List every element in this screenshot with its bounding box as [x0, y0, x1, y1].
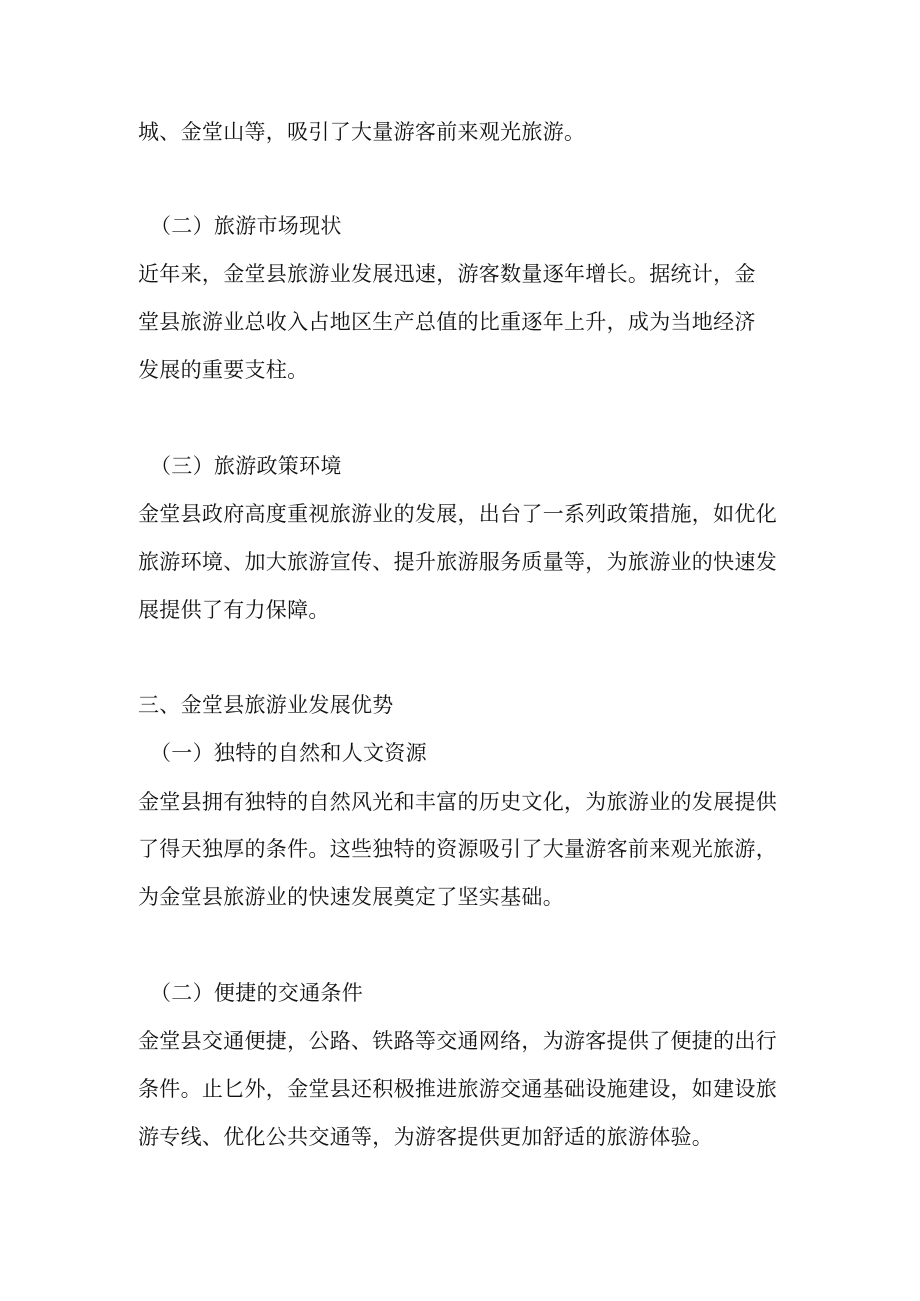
- section-heading-transport: （二）便捷的交通条件: [150, 981, 363, 1005]
- intro-line-1: 城、金堂山等，吸引了大量游客前来观光旅游。: [138, 120, 586, 144]
- paragraph-line: 发展的重要支柱。: [138, 358, 309, 382]
- paragraph-line: 近年来，金堂县旅游业发展迅速，游客数量逐年增长。据统计，金: [138, 262, 756, 286]
- section-heading-resources: （一）独特的自然和人文资源: [150, 741, 427, 765]
- paragraph-line: 展提供了有力保障。: [138, 598, 330, 622]
- paragraph-line: 金堂县政府高度重视旅游业的发展，出台了一系列政策措施，如优化: [138, 502, 777, 526]
- section-heading-policy-environment: （三）旅游政策环境: [150, 454, 342, 478]
- paragraph-line: 游专线、优化公共交通等，为游客提供更加舒适的旅游体验。: [138, 1125, 714, 1149]
- paragraph-line: 堂县旅游业总收入占地区生产总值的比重逐年上升，成为当地经济: [138, 310, 756, 334]
- section-heading-market-status: （二）旅游市场现状: [150, 214, 342, 238]
- paragraph-line: 金堂县拥有独特的自然风光和丰富的历史文化，为旅游业的发展提供: [138, 790, 777, 814]
- paragraph-line: 条件。止匕外，金堂县还积极推进旅游交通基础设施建设，如建设旅: [138, 1077, 777, 1101]
- paragraph-line: 旅游环境、加大旅游宣传、提升旅游服务质量等，为旅游业的快速发: [138, 550, 777, 574]
- paragraph-line: 金堂县交通便捷，公路、铁路等交通网络，为游客提供了便捷的出行: [138, 1029, 777, 1053]
- chapter-heading-advantages: 三、金堂县旅游业发展优势: [138, 693, 394, 717]
- paragraph-line: 了得天独厚的条件。这些独特的资源吸引了大量游客前来观光旅游，: [138, 837, 777, 861]
- paragraph-line: 为金堂县旅游业的快速发展奠定了坚实基础。: [138, 885, 564, 909]
